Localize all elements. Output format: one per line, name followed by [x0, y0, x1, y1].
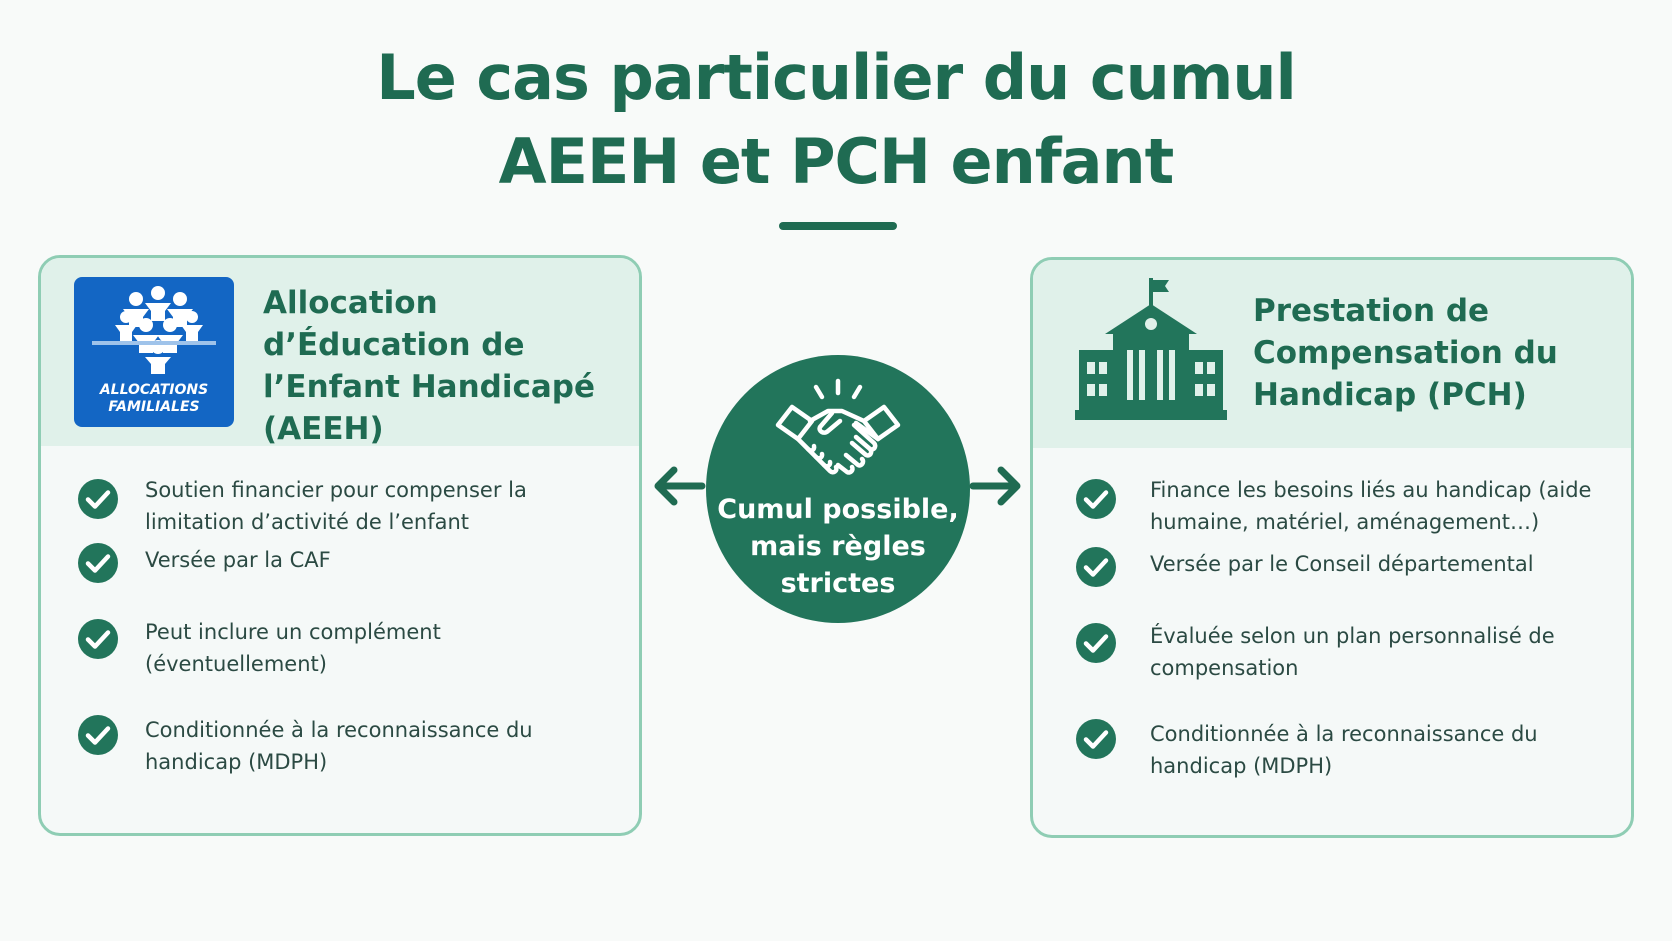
cumul-circle	[706, 355, 970, 623]
cumul-text: Cumul possible, mais règles strictes	[717, 494, 959, 599]
check-icon	[1075, 546, 1117, 588]
aeeh-card	[38, 255, 642, 836]
pch-card	[1030, 257, 1634, 838]
pch-item-text: Conditionnée à la reconnaissance du handicap (MDPH)	[1150, 722, 1538, 778]
aeeh-item-text: Peut inclure un complément (éventuellement)	[145, 620, 441, 676]
arrow-left-icon	[650, 463, 706, 509]
check-icon	[1075, 478, 1117, 520]
check-icon	[77, 714, 119, 756]
aeeh-item-text: Soutien financier pour compenser la limitation d’activité de l’enfant	[145, 478, 527, 534]
arrow-right-icon	[969, 463, 1025, 509]
check-icon	[1075, 718, 1117, 760]
institution-building-icon	[1075, 276, 1227, 424]
pch-item-text: Finance les besoins liés au handicap (aide humaine, matériel, aménagement…)	[1150, 478, 1592, 534]
aeeh-item-text: Conditionnée à la reconnaissance du handicap (MDPH)	[145, 718, 533, 774]
pch-item-text: Évaluée selon un plan personnalisé de compensation	[1150, 624, 1555, 680]
caf-logo-line-2: FAMILIALES	[108, 399, 200, 415]
handshake-icon	[774, 377, 902, 487]
caf-logo	[74, 277, 234, 427]
pch-card-title: Prestation de Compensation du Handicap (PCH)	[1253, 293, 1558, 413]
page-title	[0, 36, 1672, 204]
check-icon	[77, 478, 119, 520]
title-line-1: Le cas particulier du cumul	[376, 41, 1296, 114]
check-icon	[77, 542, 119, 584]
caf-figures-icon	[74, 277, 234, 377]
aeeh-item-text: Versée par la CAF	[145, 548, 331, 572]
title-line-2: AEEH et PCH enfant	[498, 125, 1174, 198]
title-underline	[779, 222, 897, 230]
pch-item-text: Versée par le Conseil départemental	[1150, 552, 1534, 576]
check-icon	[77, 618, 119, 660]
aeeh-card-title: Allocation d’Éducation de l’Enfant Handicapé (AEEH)	[263, 285, 595, 447]
check-icon	[1075, 622, 1117, 664]
caf-logo-line-1: ALLOCATIONS	[99, 382, 209, 398]
